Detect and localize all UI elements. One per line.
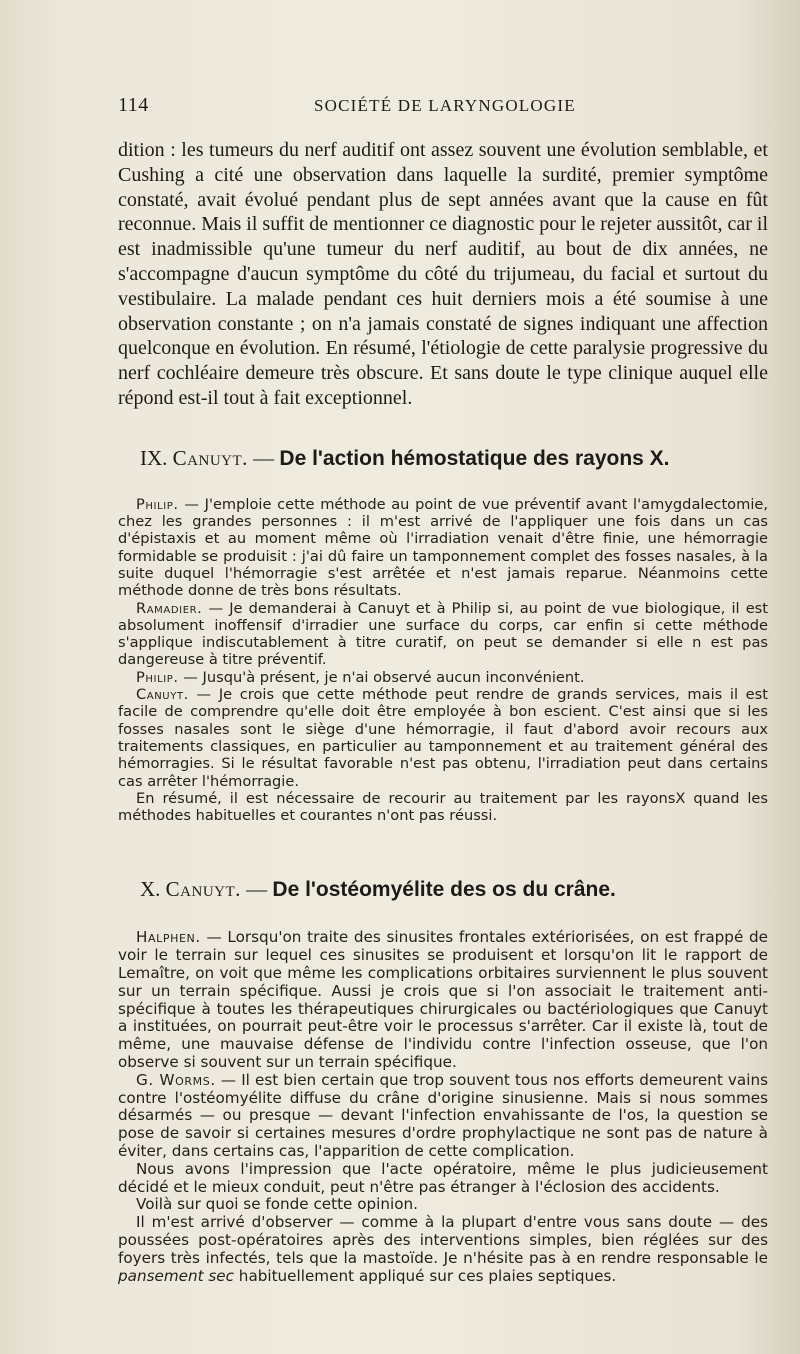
section-heading-ix — [118, 445, 768, 472]
paragraph-text: — Il est bien certain que trop souvent tous nos efforts demeurent vains contre l'ostéomyélite diffuse du crâne d'origine sinusienne. Mais si nous sommes désarmés — ou presque — devant l'infection envahissante de l'os, la question se pose de savoir si certaines mesures d'ordre prophylactique ne sont pas de nature à éviter, dans certains cas, l'apparition de cette complication. — [118, 1070, 768, 1160]
section-dash: — — [247, 445, 280, 470]
running-title: SOCIÉTÉ DE LARYNGOLOGIE — [314, 96, 576, 115]
discussion-paragraph — [118, 1214, 768, 1285]
speaker-name: Philip. — [136, 668, 179, 686]
speaker-name: Canuyt. — [136, 686, 189, 704]
paragraph-text: Il m'est arrivé d'observer — comme à la plupart d'entre vous sans doute — des poussées post-opératoires après des interventions simples, bien réglées sur des foyers très infectés, tels que la mastoïde. Je n'hésite pas à en rendre responsable le — [118, 1213, 768, 1267]
paragraph-text-tail: habituellement appliqué sur ces plaies septiques. — [233, 1266, 617, 1285]
paragraph-text: — Jusqu'à présent, je n'ai observé aucun inconvénient. — [178, 668, 585, 686]
section-author: Canuyt. — [172, 445, 248, 470]
section-author: Canuyt. — [165, 877, 241, 902]
discussion-paragraph — [118, 1072, 768, 1161]
discussion-ix — [118, 496, 768, 825]
section-title: De l'ostéomyélite des os du crâne. — [272, 878, 616, 902]
discussion-paragraph — [118, 1161, 768, 1197]
paragraph-text: Voilà sur quoi se fonde cette opinion. — [136, 1195, 418, 1214]
speaker-name: G. Worms. — [136, 1070, 216, 1089]
section-dash: — — [240, 877, 273, 902]
discussion-paragraph — [118, 669, 768, 686]
intro-paragraph: dition : les tumeurs du nerf auditif ont assez souvent une évolution semblable, et Cushing a cité une observation dans laquelle la surdité, premier symptôme constaté, avait évolué pendant plus de sept années avant que la cause en fût reconnue. Mais il suffit de mentionner ce diagnostic pour le rejeter aussitôt, car il est inadmissible qu'une tumeur du nerf auditif, au bout de dix années, ne s'accompagne d'aucun symptôme du côté du trijumeau, du facial et surtout du vestibulaire. La malade pendant ces huit derniers mois a été soumise à une observation constante ; on n'a jamais constaté de signes indiquant une affection quelconque en évolution. En résumé, l'étiologie de cette paralysie progressive du nerf cochléaire demeure très obscure. Et sans doute le type clinique auquel elle répond est-il tout à fait exceptionnel. — [118, 139, 768, 409]
paragraph-text: — Je crois que cette méthode peut rendre de grands services, mais il est facile de comprendre qu'elle doit être employée à bon escient. C'est ainsi que si les fosses nasales sont le siège d'une hémorragie, il faut d'abord avoir recours aux traitements classiques, en particulier au tamponnement et au traitement général des hémorragies. Si le résultat favorable n'est pas obtenu, l'irradiation peut dans certains cas arrêter l'hémorragie. — [118, 686, 768, 790]
discussion-paragraph — [118, 790, 768, 825]
discussion-paragraph — [118, 496, 768, 600]
paragraph-text: Nous avons l'impression que l'acte opératoire, même le plus judicieusement décidé et le mieux conduit, peut n'être pas étranger à l'éclosion des accidents. — [118, 1159, 768, 1196]
paragraph-text: — Je demanderai à Canuyt et à Philip si, au point de vue biologique, il est absolument inoffensif d'irradier une surface du corps, car enfin si cette méthode s'applique indiscutablement à titre curatif, on peut se demander si elle n est pas dangereuse à titre préventif. — [118, 599, 768, 669]
discussion-paragraph — [118, 686, 768, 790]
page-body — [118, 138, 768, 1285]
speaker-name: Halphen. — [136, 928, 201, 947]
italic-term: pansement sec — [118, 1266, 234, 1285]
discussion-paragraph — [118, 929, 768, 1071]
section-heading-x — [118, 876, 768, 903]
discussion-paragraph — [118, 1196, 768, 1214]
paragraph-text: — J'emploie cette méthode au point de vue préventif avant l'amygdalectomie, chez les grandes personnes : il m'est arrivé de l'appliquer une fois dans un cas d'épistaxis et au moment même où l'irradiation venait d'être finie, une hémorragie formidable se produisit : j'ai dû faire un tamponnement complet des fosses nasales, à la suite duquel l'hémorragie s'est arrêtée et n'est jamais reparue. Néanmoins cette méthode donne de très bons résultats. — [118, 495, 768, 600]
speaker-name: Ramadier. — [136, 599, 203, 617]
speaker-name: Philip. — [136, 495, 179, 513]
discussion-paragraph — [118, 600, 768, 669]
discussion-x — [118, 929, 768, 1285]
paragraph-text: En résumé, il est nécessaire de recourir au traitement par les rayonsX quand les méthodes habituelles et courantes n'ont pas réussi. — [118, 789, 768, 825]
paragraph-text: — Lorsqu'on traite des sinusites frontales extériorisées, on est frappé de voir le terrain sur lequel ces sinusites se produisent et lorsqu'on lit le rapport de Lemaître, on voit que même les complications orbitaires surviennent le plus souvent sur un terrain spécifique. Aussi je crois que si l'on associait le traitement anti-spécifique à toutes les thérapeutiques chirurgicales ou bactériologiques que Canuyt a instituées, on pourrait peut-être voir le processus s'arrêter. Car il existe là, tout de même, une mauvaise défense de l'individu contre l'infection osseuse, que l'on observe si souvent sur un terrain spécifique. — [118, 928, 768, 1071]
section-number: IX. — [140, 445, 168, 470]
page-number: 114 — [118, 94, 149, 116]
section-title: De l'action hémostatique des rayons X. — [279, 446, 670, 470]
section-number: X. — [140, 877, 161, 902]
